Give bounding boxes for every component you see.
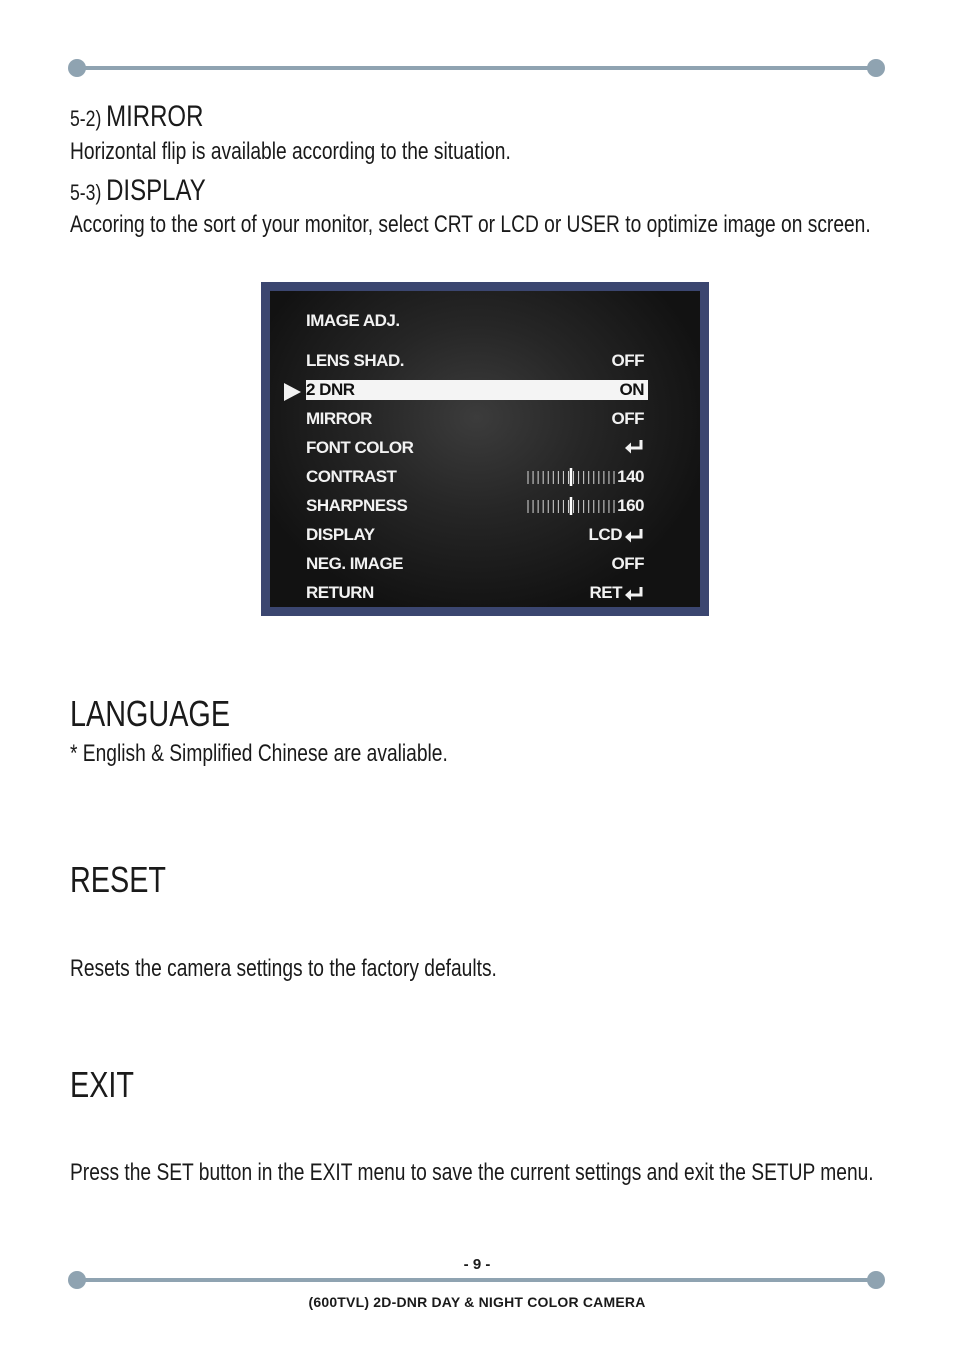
mirror-description bbox=[70, 138, 621, 166]
osd-row-sharpness[interactable] bbox=[306, 496, 648, 516]
osd-row-value bbox=[589, 525, 644, 545]
osd-row-lens-shad[interactable] bbox=[306, 351, 648, 371]
osd-row-label: NEG. IMAGE bbox=[306, 554, 404, 573]
display-description-text: Accoring to the sort of your monitor, select CRT or LCD or USER to optimize image on screen. bbox=[70, 211, 871, 238]
language-heading bbox=[70, 694, 270, 734]
osd-row-mirror[interactable] bbox=[306, 409, 648, 429]
osd-row-label: MIRROR bbox=[306, 409, 372, 428]
osd-row-value-text: RET bbox=[589, 583, 622, 602]
footer-product-name: (600TVL) 2D-DNR DAY & NIGHT COLOR CAMERA bbox=[308, 1294, 646, 1310]
enter-icon bbox=[624, 527, 644, 543]
osd-row-value bbox=[590, 583, 645, 603]
osd-row-font-color[interactable] bbox=[306, 438, 648, 458]
reset-description-text: Resets the camera settings to the factory defaults. bbox=[70, 955, 497, 982]
osd-row-value-text: OFF bbox=[611, 409, 644, 428]
osd-row-value-text: 140 bbox=[617, 467, 644, 486]
reset-heading bbox=[70, 860, 190, 900]
osd-row-return[interactable] bbox=[306, 583, 648, 603]
osd-row-neg-image[interactable] bbox=[306, 554, 648, 574]
mirror-description-text: Horizontal flip is available according to the situation. bbox=[70, 138, 511, 165]
osd-row-value bbox=[527, 467, 644, 487]
exit-heading-text: EXIT bbox=[70, 1064, 135, 1105]
osd-row-value-text: LCD bbox=[588, 525, 622, 544]
osd-row-value bbox=[622, 438, 644, 454]
osd-row-label: DISPLAY bbox=[306, 525, 375, 544]
bottom-divider-left-dot bbox=[68, 1271, 86, 1289]
mirror-heading-number: 5-2) bbox=[70, 106, 102, 131]
display-heading-number: 5-3) bbox=[70, 180, 102, 205]
osd-row-label: 2 DNR bbox=[306, 380, 355, 399]
enter-icon bbox=[624, 585, 644, 601]
bottom-divider bbox=[78, 1278, 876, 1282]
bottom-divider-right-dot bbox=[867, 1271, 885, 1289]
osd-row-value bbox=[620, 380, 645, 400]
osd-row-display[interactable] bbox=[306, 525, 648, 545]
exit-description-text: Press the SET button in the EXIT menu to save the current settings and exit the SETUP menu. bbox=[70, 1159, 874, 1186]
osd-row-label: CONTRAST bbox=[306, 467, 397, 486]
osd-row-value-text: OFF bbox=[611, 554, 644, 573]
osd-row-label: FONT COLOR bbox=[306, 438, 414, 457]
enter-icon bbox=[624, 438, 644, 454]
osd-row-value bbox=[612, 351, 645, 371]
osd-row-label: LENS SHAD. bbox=[306, 351, 404, 370]
osd-row-value-text: OFF bbox=[611, 351, 644, 370]
osd-row-value bbox=[612, 409, 645, 429]
level-bar-icon bbox=[527, 497, 615, 515]
osd-row-label: SHARPNESS bbox=[306, 496, 408, 515]
osd-row-value bbox=[527, 496, 644, 516]
page-number: - 9 - bbox=[463, 1256, 491, 1273]
top-divider-right-dot bbox=[867, 59, 885, 77]
osd-screen bbox=[270, 291, 700, 607]
osd-row-contrast[interactable] bbox=[306, 467, 648, 487]
osd-row-value-text: ON bbox=[619, 380, 644, 399]
reset-description bbox=[70, 955, 604, 983]
top-divider bbox=[78, 66, 876, 70]
mirror-heading bbox=[70, 100, 237, 136]
display-heading-title: DISPLAY bbox=[106, 174, 206, 207]
display-description bbox=[70, 211, 954, 239]
exit-description bbox=[70, 1159, 954, 1187]
language-description bbox=[70, 740, 542, 768]
top-divider-left-dot bbox=[68, 59, 86, 77]
cursor-arrow-icon bbox=[284, 383, 301, 401]
osd-row-label: RETURN bbox=[306, 583, 374, 602]
osd-row-2-dnr[interactable] bbox=[306, 380, 648, 400]
exit-heading bbox=[70, 1065, 150, 1105]
reset-heading-text: RESET bbox=[70, 859, 167, 900]
level-bar-icon bbox=[527, 468, 615, 486]
osd-row-value-text: 160 bbox=[617, 496, 644, 515]
osd-menu-title: IMAGE ADJ. bbox=[306, 311, 400, 330]
osd-menu-screenshot bbox=[261, 282, 709, 616]
osd-row-value bbox=[612, 554, 645, 574]
display-heading bbox=[70, 174, 240, 210]
language-description-text: * English & Simplified Chinese are avaliable. bbox=[70, 740, 448, 767]
language-heading-text: LANGUAGE bbox=[70, 693, 231, 734]
mirror-heading-title: MIRROR bbox=[106, 100, 204, 133]
